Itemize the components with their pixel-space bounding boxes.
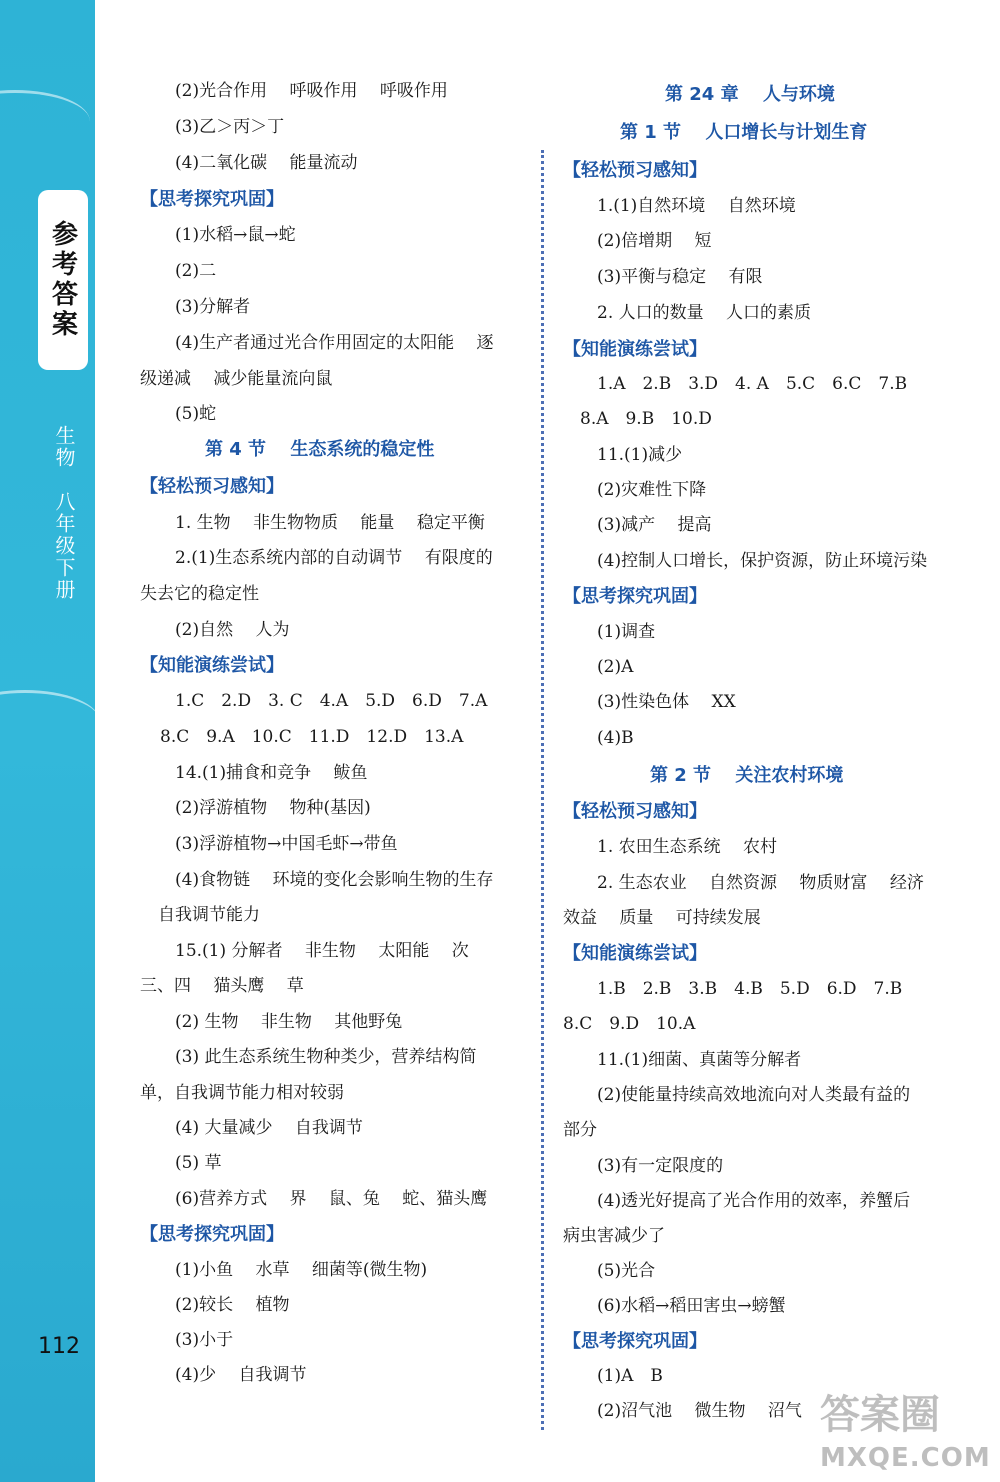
answer-line: (6)水稻→稻田害虫→螃蟹 [597, 1296, 786, 1316]
answer-line: 失去它的稳定性 [140, 584, 259, 604]
answer-line: (2) 生物 非生物 其他野兔 [175, 1012, 403, 1032]
answer-line: (2)倍增期 短 [597, 231, 712, 251]
answer-line: 病虫害减少了 [563, 1226, 665, 1246]
answer-line: (3)小于 [175, 1330, 234, 1350]
answer-line: (3)减产 提高 [597, 515, 712, 535]
answer-line: 1.B 2.B 3.B 4.B 5.D 6.D 7.B [597, 979, 903, 999]
answer-line: (4)透光好提高了光合作用的效率，养蟹后 [597, 1191, 911, 1211]
answer-line: (4)生产者通过光合作用固定的太阳能 逐 [175, 333, 494, 353]
answer-line: (4)少 自我调节 [175, 1365, 307, 1385]
answer-line: (5)光合 [597, 1261, 656, 1281]
section-label: 【轻松预习感知】 [140, 476, 284, 497]
answer-line: 效益 质量 可持续发展 [563, 908, 761, 928]
section-label: 【思考探究巩固】 [563, 1331, 707, 1352]
answer-line: (3)乙＞丙＞丁 [175, 117, 285, 137]
answer-line: (2)使能量持续高效地流向对人类最有益的 [597, 1085, 911, 1105]
section-label: 【知能演练尝试】 [563, 943, 707, 964]
answer-line: (2)A [597, 657, 634, 677]
answer-line: 8.C 9.D 10.A [563, 1014, 696, 1034]
answer-line: 2.(1)生态系统内部的自动调节 有限度的 [175, 548, 493, 568]
watermark-url: MXQE.COM [820, 1443, 991, 1473]
answer-line: 1.(1)自然环境 自然环境 [597, 196, 796, 216]
section-label: 【思考探究巩固】 [563, 586, 707, 607]
answer-line: (2)较长 植物 [175, 1295, 290, 1315]
answer-line: (1)小鱼 水草 细菌等(微生物) [175, 1260, 428, 1280]
section-label: 【知能演练尝试】 [563, 339, 707, 360]
answer-line: (1)A B [597, 1366, 663, 1386]
section-label: 【轻松预习感知】 [563, 160, 707, 181]
answer-line: 14.(1)捕食和竞争 鲅鱼 [175, 763, 368, 783]
answer-line: 1. 农田生态系统 农村 [597, 837, 778, 857]
answer-line: (5) 草 [175, 1153, 222, 1173]
answer-line: 自我调节能力 [158, 905, 260, 925]
answer-line: (3) 此生态系统生物种类少，营养结构简 [175, 1047, 477, 1067]
section-label: 【轻松预习感知】 [563, 801, 707, 822]
answer-line: 11.(1)减少 [597, 445, 683, 465]
answer-line: (3)有一定限度的 [597, 1156, 724, 1176]
answer-line: (2)沼气池 微生物 沼气 [597, 1401, 802, 1421]
answer-line: (5)蛇 [175, 404, 217, 424]
decorative-arc [0, 690, 100, 753]
answer-line: 1. 生物 非生物物质 能量 稳定平衡 [175, 513, 485, 533]
answer-key-tab [38, 190, 88, 370]
decorative-arc [0, 90, 90, 153]
section-heading: 第 1 节 人口增长与计划生育 [620, 122, 868, 143]
section-label: 【思考探究巩固】 [140, 1224, 284, 1245]
section-heading: 第 24 章 人与环境 [665, 84, 835, 105]
section-label: 【知能演练尝试】 [140, 655, 284, 676]
watermark-logo [820, 1392, 995, 1475]
answer-line: 2. 人口的数量 人口的素质 [597, 303, 812, 323]
answer-line: (1)水稻→鼠→蛇 [175, 225, 296, 245]
answer-line: 15.(1) 分解者 非生物 太阳能 次 [175, 941, 469, 961]
answer-line: (2)光合作用 呼吸作用 呼吸作用 [175, 81, 448, 101]
answer-line: (1)调查 [597, 622, 656, 642]
column-divider [541, 150, 544, 1430]
answer-line: 级递减 减少能量流向鼠 [140, 369, 333, 389]
answer-line: 8.C 9.A 10.C 11.D 12.D 13.A [160, 727, 464, 747]
answer-line: 8.A 9.B 10.D [580, 409, 712, 429]
answer-key-label: 参考答案 [47, 220, 78, 340]
answer-line: (4)食物链 环境的变化会影响生物的生存 [175, 870, 494, 890]
answer-line: (3)性染色体 XX [597, 692, 736, 712]
answer-line: (3)分解者 [175, 297, 251, 317]
subject-label: 生物 八年级下册 [52, 425, 76, 601]
answer-line: (4)控制人口增长，保护资源，防止环境污染 [597, 551, 928, 571]
answer-line: (4) 大量减少 自我调节 [175, 1118, 363, 1138]
answer-line: 1.C 2.D 3. C 4.A 5.D 6.D 7.A [175, 691, 488, 711]
answer-line: (6)营养方式 界 鼠、兔 蛇、猫头鹰 [175, 1189, 488, 1209]
section-heading: 第 4 节 生态系统的稳定性 [205, 439, 435, 460]
answer-line: 1.A 2.B 3.D 4. A 5.C 6.C 7.B [597, 374, 908, 394]
answer-line: (3)浮游植物→中国毛虾→带鱼 [175, 834, 398, 854]
answer-line: (2)自然 人为 [175, 620, 290, 640]
answer-line: 单，自我调节能力相对较弱 [140, 1083, 344, 1103]
answer-line: (4)B [597, 728, 634, 748]
answer-line: (2)灾难性下降 [597, 480, 707, 500]
answer-line: 2. 生态农业 自然资源 物质财富 经济 [597, 873, 924, 893]
sidebar-strip [0, 0, 95, 1482]
page-number: 112 [38, 1334, 80, 1359]
section-label: 【思考探究巩固】 [140, 189, 284, 210]
answer-line: 11.(1)细菌、真菌等分解者 [597, 1050, 802, 1070]
answer-line: (3)平衡与稳定 有限 [597, 267, 763, 287]
answer-line: (4)二氧化碳 能量流动 [175, 153, 358, 173]
answer-line: 三、四 猫头鹰 草 [140, 976, 304, 996]
answer-line: (2)浮游植物 物种(基因) [175, 798, 371, 818]
section-heading: 第 2 节 关注农村环境 [650, 765, 844, 786]
answer-line: (2)二 [175, 261, 217, 281]
answer-line: 部分 [563, 1120, 597, 1140]
watermark-text: 答案圈 [820, 1392, 940, 1438]
